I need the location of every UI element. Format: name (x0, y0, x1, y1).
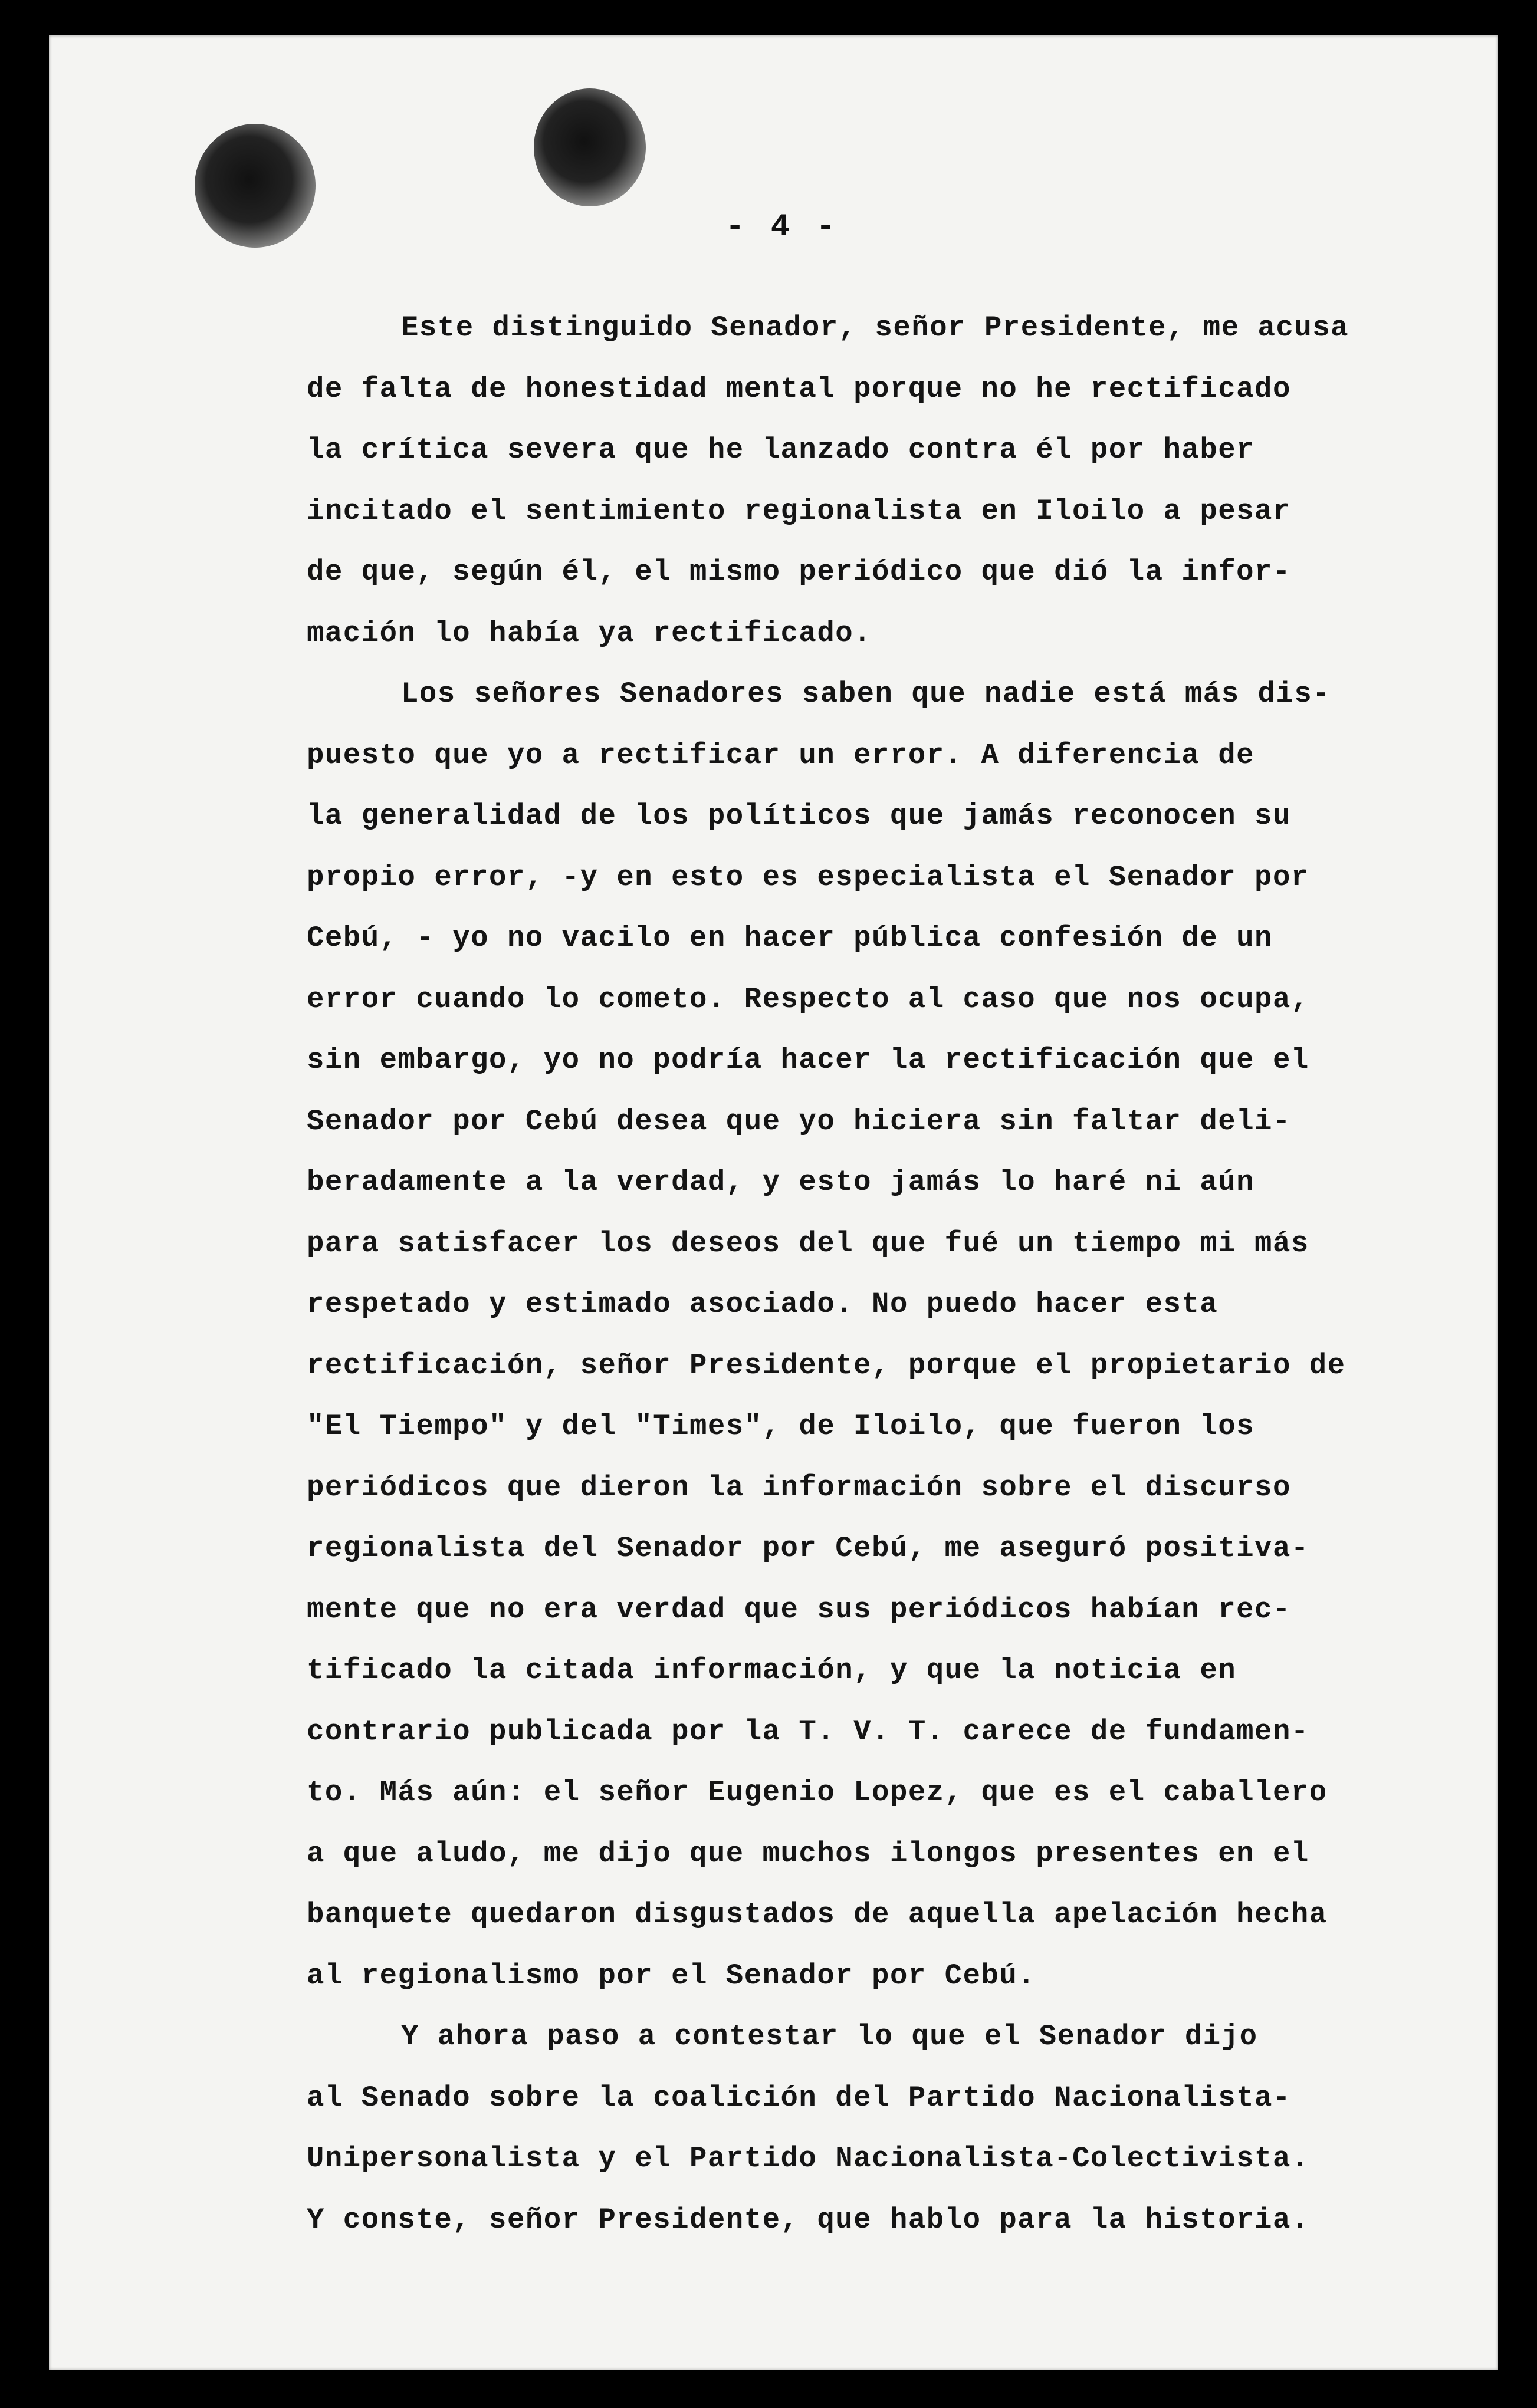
text-line: respetado y estimado asociado. No puedo hacer esta (307, 1288, 1219, 1321)
text-line: banquete quedaron disgustados de aquella apelación hecha (307, 1898, 1328, 1931)
text-line: incitado el sentimiento regionalista en Iloilo a pesar (307, 494, 1291, 528)
text-line: Cebú, - yo no vacilo en hacer pública confesión de un (307, 922, 1273, 955)
page-number: - 4 - (725, 209, 839, 245)
text-line: puesto que yo a rectificar un error. A diferencia de (307, 738, 1255, 772)
text-line: la generalidad de los políticos que jamás reconocen su (307, 800, 1291, 833)
text-line: de que, según él, el mismo periódico que dió la infor- (307, 555, 1291, 588)
text-line: mente que no era verdad que sus periódicos habían rec- (307, 1593, 1291, 1626)
text-line: Y ahora paso a contestar lo que el Senador dijo (401, 2020, 1258, 2053)
text-line: a que aludo, me dijo que muchos ilongos presentes en el (307, 1837, 1309, 1870)
text-line: la crítica severa que he lanzado contra él por haber (307, 433, 1255, 466)
text-line: periódicos que dieron la información sobre el discurso (307, 1471, 1291, 1504)
text-line: tificado la citada información, y que la noticia en (307, 1654, 1237, 1687)
text-line: Y conste, señor Presidente, que hablo para la historia. (307, 2203, 1309, 2236)
text-line: contrario publicada por la T. V. T. carece de fundamen- (307, 1715, 1309, 1748)
text-line: beradamente a la verdad, y esto jamás lo haré ni aún (307, 1166, 1255, 1199)
text-line: "El Tiempo" y del "Times", de Iloilo, que fueron los (307, 1410, 1255, 1443)
text-line: Los señores Senadores saben que nadie está más dis- (401, 677, 1331, 710)
ink-stain (195, 124, 316, 248)
text-line: para satisfacer los deseos del que fué un tiempo mi más (307, 1226, 1309, 1260)
text-line: Unipersonalista y el Partido Nacionalista-Colectivista. (307, 2142, 1309, 2175)
text-line: de falta de honestidad mental porque no he rectificado (307, 372, 1291, 406)
text-line: rectificación, señor Presidente, porque el propietario de (307, 1348, 1346, 1382)
text-line: to. Más aún: el señor Eugenio Lopez, que es el caballero (307, 1776, 1328, 1809)
text-line: Senador por Cebú desea que yo hiciera sin faltar deli- (307, 1104, 1291, 1138)
text-line: error cuando lo cometo. Respecto al caso que nos ocupa, (307, 982, 1309, 1016)
text-line: al regionalismo por el Senador por Cebú. (307, 1959, 1036, 1992)
text-line: sin embargo, yo no podría hacer la rectificación que el (307, 1044, 1309, 1077)
text-line: Este distinguido Senador, señor Presidente, me acusa (401, 311, 1349, 344)
text-line: mación lo había ya rectificado. (307, 616, 872, 650)
body-text (307, 298, 1357, 2251)
text-line: regionalista del Senador por Cebú, me aseguró positiva- (307, 1532, 1309, 1565)
text-line: al Senado sobre la coalición del Partido Nacionalista- (307, 2081, 1291, 2114)
text-line: propio error, -y en esto es especialista el Senador por (307, 860, 1309, 894)
ink-stain (534, 88, 646, 206)
